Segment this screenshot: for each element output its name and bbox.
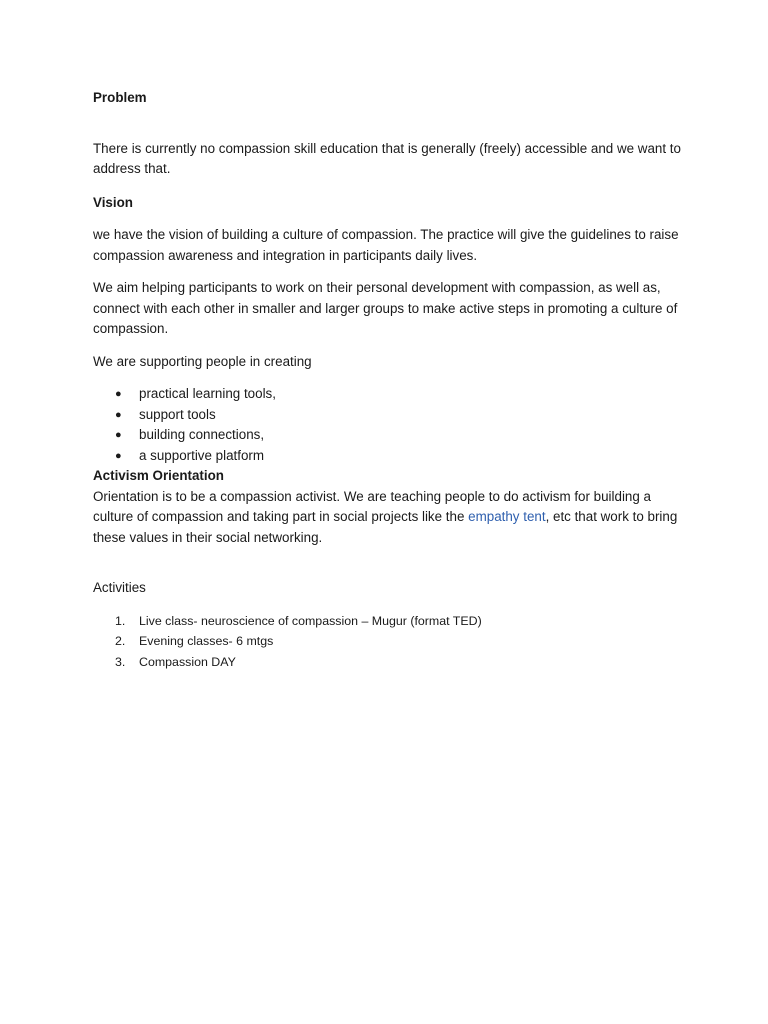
activities-list (93, 611, 683, 673)
list-item-text: Evening classes- 6 mtgs (139, 634, 274, 648)
aim-text: We aim helping participants to work on their personal development with compassion, as well as, connect with each other in smaller and larger groups to make active steps in promoting a culture of compassion. (93, 280, 678, 336)
document-body (93, 88, 683, 672)
empathy-tent-link[interactable]: empathy tent (468, 509, 546, 524)
bullet-icon: ● (115, 408, 122, 421)
activism-text-part1: Orientation is to be a compassion activist. We are teaching people to do activism for building a culture of compassion and taking part in social projects like the (93, 488, 651, 524)
list-item-text: Compassion DAY (139, 654, 236, 669)
list-item-text: support tools (139, 406, 216, 422)
list-number: 3. (115, 654, 126, 669)
list-item (93, 631, 683, 652)
bullet-icon: ● (115, 429, 122, 441)
activism-text (93, 487, 683, 549)
activism-text-part2: , etc that work to bring these values in their social networking. (93, 509, 678, 545)
problem-heading: Problem (93, 90, 147, 105)
list-number: 2. (115, 634, 126, 648)
vision-text: we have the vision of building a culture of compassion. The practice will give the guidelines to raise compassion awareness and integration in participants daily lives. (93, 227, 679, 263)
activism-heading: Activism Orientation (93, 468, 224, 483)
vision-heading: Vision (93, 194, 133, 210)
list-item (93, 405, 683, 426)
list-item (93, 652, 683, 673)
list-item (93, 611, 683, 632)
list-item (93, 425, 683, 446)
activities-heading: Activities (93, 580, 146, 595)
list-item-text: Live class- neuroscience of compassion – Mugur (format TED) (139, 613, 482, 628)
list-item-text: building connections, (139, 427, 265, 442)
support-list (93, 384, 683, 466)
supporting-text: We are supporting people in creating (93, 353, 312, 369)
list-item-text: practical learning tools, (139, 386, 276, 401)
bullet-icon: ● (115, 388, 122, 400)
problem-text: There is currently no compassion skill education that is generally (freely) accessible and we want to address that. (93, 140, 681, 176)
list-item (93, 384, 683, 405)
list-item (93, 446, 683, 467)
bullet-icon: ● (115, 449, 122, 462)
list-number: 1. (115, 613, 126, 628)
list-item-text: a supportive platform (139, 447, 265, 463)
